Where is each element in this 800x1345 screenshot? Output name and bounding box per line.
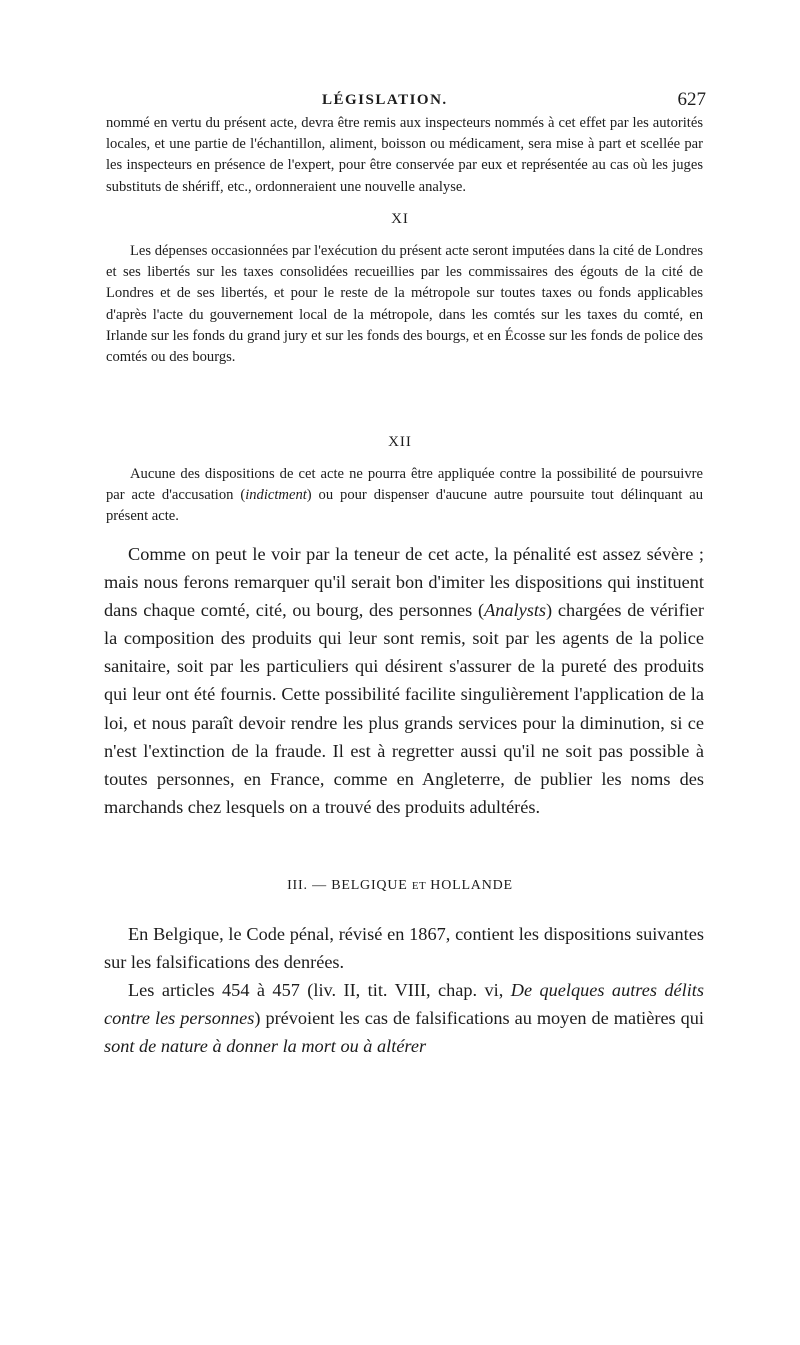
continued-paragraph-text: nommé en vertu du présent acte, devra être remis aux inspecteurs nommés à cet effet par les autorités locales, et une partie de l'échantillon, aliment, boisson ou médicament, sera mise à part et scellée par les inspecteurs en présence de l'expert, pour être conservée par eux et représentée au cas où les juges substituts de shériff, etc., ordonneraient une nouvelle analyse. (106, 115, 703, 195)
commentary-italic: Analysts (484, 600, 547, 621)
section-xii-text-after: ) ou pour dispenser d'aucune autre poursuite tout délinquant au présent acte. (106, 487, 703, 525)
continued-paragraph (106, 113, 703, 198)
chapter-title-part2: HOLLANDE (430, 878, 513, 893)
page-header (0, 89, 800, 114)
belgium-intro-text: En Belgique, le Code pénal, révisé en 1867, contient les dispositions suivantes sur les falsifications des denrées. (104, 924, 704, 973)
chapter-connector: ET (411, 880, 426, 892)
page-number: 627 (677, 89, 706, 110)
chapter-number: III. (287, 878, 308, 893)
section-xi-number: XI (391, 211, 409, 227)
section-xii-text-before: Aucune des dispositions de cet acte ne pourra être appliquée contre la possibilité de poursuivre par acte d'accusation ( (106, 466, 703, 504)
commentary-text-before: Comme on peut le voir par la teneur de cet acte, la pénalité est assez sévère ; mais nous ferons remarquer qu'il serait bon d'imiter les dispositions qui instituent dans chaque comté, cité, ou bourg, des personnes ( (104, 544, 704, 621)
articles-text-middle: ) prévoient les cas de falsifications au moyen de matières qui (254, 1008, 704, 1029)
chapter-title-part1: BELGIQUE (331, 878, 408, 893)
commentary-text-after: ) chargées de vérifier la composition des produits qui leur sont remis, soit par les agents de la police sanitaire, soit par les particuliers qui désirent s'assurer de la pureté des produits qui leur ont été fournis. Cette possibilité facilite singulièrement l'application de la loi, et nous paraît devoir rendre les plus grands services pour la diminution, si ce n'est l'extinction de la fraude. Il est à regretter aussi qu'il ne soit pas possible à toutes personnes, en France, comme en Angleterre, de publier les noms des marchands chez lesquels on a trouvé des produits adultérés. (104, 600, 704, 817)
section-xii-text (106, 464, 703, 528)
commentary-text (104, 540, 704, 821)
section-xii-paragraph (106, 464, 703, 528)
articles-italic: De quelques autres délits contre les personnes (104, 980, 704, 1029)
chapter-heading (0, 878, 800, 894)
section-xii-number: XII (388, 434, 412, 450)
articles-paragraph-text (104, 976, 704, 1060)
running-head: LÉGISLATION. (322, 92, 448, 108)
belgium-paragraphs (104, 920, 704, 1060)
section-xii-italic: indictment (245, 487, 307, 504)
section-xi-paragraph (106, 241, 703, 368)
commentary-paragraph (104, 540, 704, 821)
articles-italic-end: sont de nature à donner la mort ou à altérer (104, 1036, 427, 1057)
chapter-dash: — (312, 878, 327, 893)
section-xi-text: Les dépenses occasionnées par l'exécution du présent acte seront imputées dans la cité de Londres et ses libertés sur les taxes consolidées recueillies par les commissaires des égouts de la cité de Londres et de ses libertés, et pour le reste de la métropole sur toutes taxes ou fonds applicables d'après l'acte du gouvernement local de la métropole, dans les comtés sur les taxes du comté, en Irlande sur les fonds du grand jury et sur les fonds des bourgs, et en Écosse sur les fonds de police des comtés ou des bourgs. (106, 243, 703, 366)
articles-text-before: Les articles 454 à 457 (liv. II, tit. VIII, chap. vi, (128, 980, 511, 1001)
